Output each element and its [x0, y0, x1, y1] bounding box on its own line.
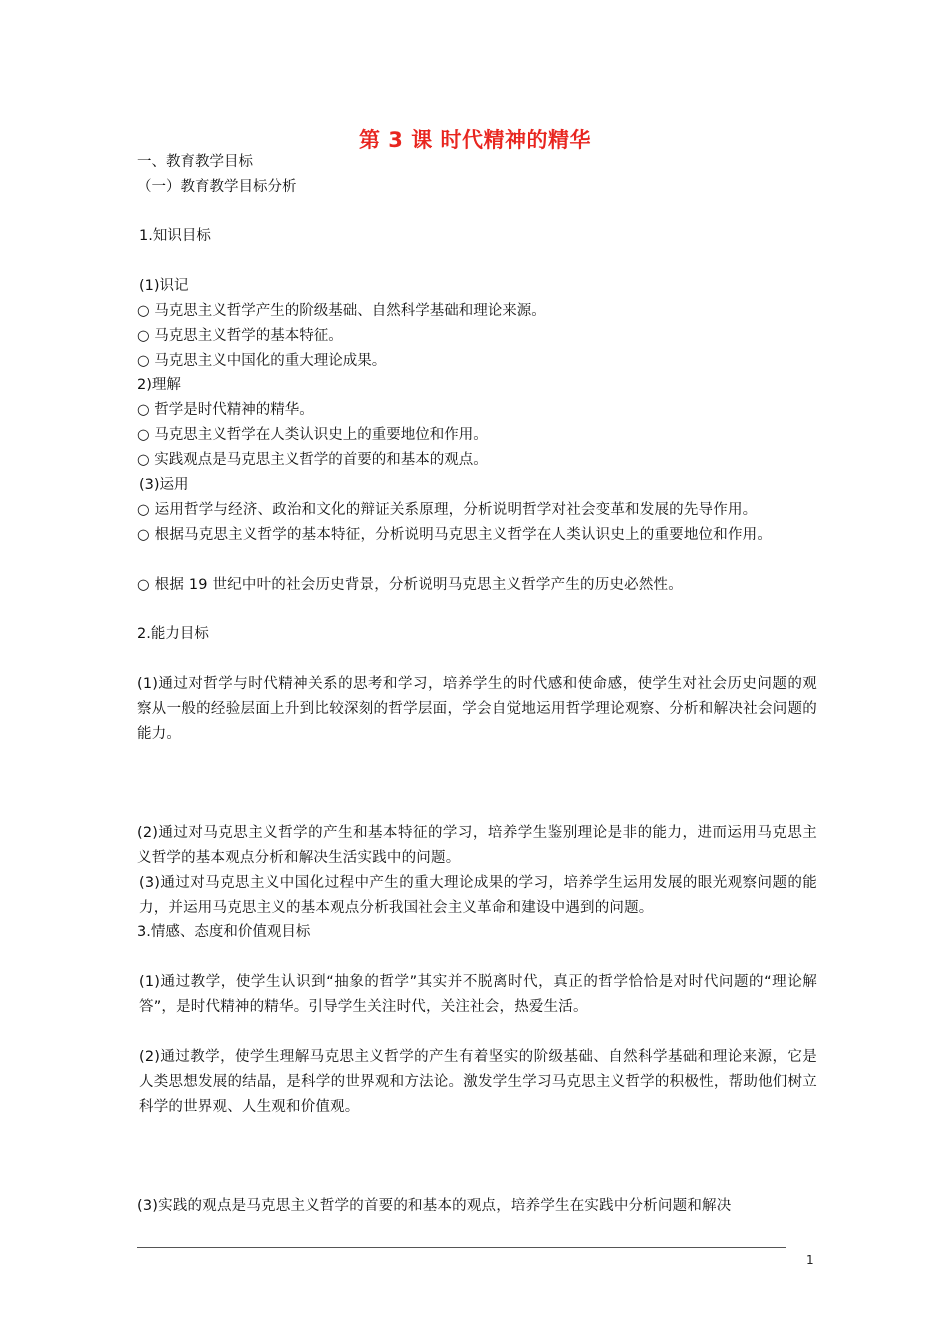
- ability-item: (3)通过对马克思主义中国化过程中产生的重大理论成果的学习，培养学生运用发展的眼光观察问题的能力，并运用马克思主义的基本观点分析我国社会主义革命和建设中遇到的问题。: [139, 875, 817, 916]
- understand-item: ○ 实践观点是马克思主义哲学的首要的和基本的观点。: [137, 452, 488, 468]
- understand-heading: 2)理解: [137, 377, 181, 393]
- apply-item: ○ 运用哲学与经济、政治和文化的辩证关系原理，分析说明哲学对社会变革和发展的先导作用。: [137, 502, 758, 518]
- subsection-heading-analysis: （一）教育教学目标分析: [137, 179, 297, 195]
- ability-heading: 2.能力目标: [137, 626, 209, 642]
- emotion-item: (1)通过教学，使学生认识到“抽象的哲学”其实并不脱离时代，真正的哲学恰恰是对时代问题的“理论解答”，是时代精神的精华。引导学生关注时代，关注社会，热爱生活。: [139, 974, 817, 1015]
- recall-item: ○ 马克思主义中国化的重大理论成果。: [137, 353, 387, 369]
- ability-item: (1)通过对哲学与时代精神关系的思考和学习，培养学生的时代感和使命感，使学生对社会历史问题的观察从一般的经验层面上升到比较深刻的哲学层面，学会自觉地运用哲学理论观察、分析和解决社会问题的能力。: [137, 676, 817, 742]
- page-title: 第 3 课 时代精神的精华: [358, 128, 592, 152]
- emotion-heading: 3.情感、态度和价值观目标: [137, 924, 311, 940]
- recall-item: ○ 马克思主义哲学的基本特征。: [137, 328, 343, 344]
- apply-item: ○ 根据马克思主义哲学的基本特征，分析说明马克思主义哲学在人类认识史上的重要地位和作用。: [137, 527, 773, 543]
- apply-heading: (3)运用: [139, 477, 189, 493]
- footer-divider: [137, 1247, 786, 1248]
- page-number: 1: [806, 1253, 814, 1267]
- recall-item: ○ 马克思主义哲学产生的阶级基础、自然科学基础和理论来源。: [137, 303, 546, 319]
- emotion-item: (2)通过教学，使学生理解马克思主义哲学的产生有着坚实的阶级基础、自然科学基础和理论来源，它是人类思想发展的结晶，是科学的世界观和方法论。激发学生学习马克思主义哲学的积极性，帮助他们树立科学的世界观、人生观和价值观。: [139, 1049, 817, 1115]
- section-heading-objectives: 一、教育教学目标: [137, 154, 253, 170]
- understand-item: ○ 哲学是时代精神的精华。: [137, 402, 314, 418]
- recall-heading: (1)识记: [139, 278, 189, 294]
- apply-item: ○ 根据 19 世纪中叶的社会历史背景，分析说明马克思主义哲学产生的历史必然性。: [137, 577, 683, 593]
- understand-item: ○ 马克思主义哲学在人类认识史上的重要地位和作用。: [137, 427, 488, 443]
- ability-item: (2)通过对马克思主义哲学的产生和基本特征的学习，培养学生鉴别理论是非的能力，进而运用马克思主义哲学的基本观点分析和解决生活实践中的问题。: [137, 825, 817, 866]
- emotion-item: (3)实践的观点是马克思主义哲学的首要的和基本的观点，培养学生在实践中分析问题和解决: [137, 1198, 732, 1214]
- knowledge-heading: 1.知识目标: [139, 228, 211, 244]
